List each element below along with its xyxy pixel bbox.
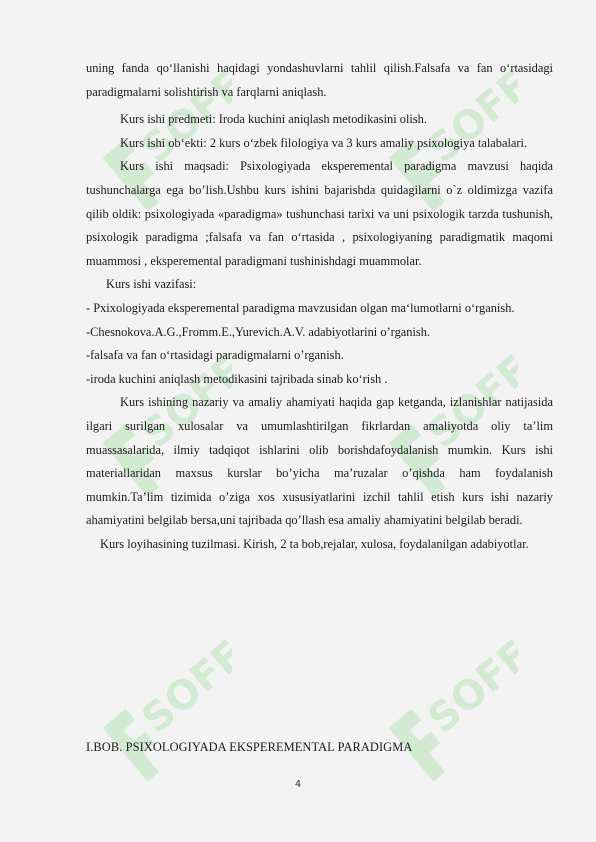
paragraph-structure: Kurs loyihasining tuzilmasi. Kirish, 2 ta bob,rejalar, xulosa, foydalanilgan adabiyotlar. bbox=[100, 536, 529, 551]
page-number: 4 bbox=[294, 779, 302, 790]
task-item: -iroda kuchini aniqlash metodikasini tajribada sinab ko‘rish . bbox=[86, 371, 388, 386]
watermark-logo bbox=[82, 630, 232, 800]
task-item: -falsafa va fan o‘rtasidagi paradigmalarni o’rganish. bbox=[86, 348, 344, 363]
watermark-text: SOFF bbox=[419, 61, 518, 173]
watermark-text: SOFF bbox=[419, 346, 518, 458]
paragraph-goal: Kurs ishi maqsadi: Psixologiyada eksperemental paradigma mavzusi haqida tushunchalarga ega bo’lish.Ushbu kurs ishini bajarishda quidagilarni o`z oldimizga vazifa qilib oldik: psixologiyada «paradigma» tushunchasi tarixi va uni psixologik tarzda tushunish, psixologik paradigma ;falsafa va fan o‘rtasida , psixologiyaning paradigmatik maqomi muammosi , eksperemental paradigmani tushinishdagi muammolar. bbox=[86, 159, 553, 268]
paragraph-tasks-title: Kurs ishi vazifasi: bbox=[106, 277, 197, 292]
paragraph-subject: Kurs ishi predmeti: Iroda kuchini aniqlash metodikasini olish. bbox=[120, 112, 427, 127]
task-item: - Pxixologiyada eksperemental paradigma mavzusidan olgan ma‘lumotlarni o‘rganish. bbox=[86, 300, 515, 315]
body-text bbox=[86, 57, 553, 556]
watermark-logo bbox=[368, 630, 518, 800]
paragraph-significance: Kurs ishining nazariy va amaliy ahamiyati haqida gap ketganda, izlanishlar natijasida ilgari surilgan xulosalar va umumlashtirilgan fikrlardan amaliyotda oliy ta’lim muassasalarida, ilmiy tadqiqot ishlarini olib borishdafoydalanish mumkin. Kurs ishi materiallaridan maxsus kurslar bo’yicha ma’ruzalar o’qishda ham foydalanish mumkin.Ta’lim tizimida o’ziga xos xususiyatlarini izchil tahlil etish kurs ishi nazariy ahamiyatini belgilab bersa,uni tajribada qo’llash esa amaliy ahamiyatini belgilab beradi. bbox=[86, 395, 553, 528]
task-item: -Chesnokova.A.G.,Fromm.E.,Yurevich.A.V. adabiyotlarini o’rganish. bbox=[86, 324, 431, 339]
watermark-text: SOFF bbox=[133, 61, 232, 173]
chapter-heading: I.BOB. PSIXOLOGIYADA EKSPEREMENTAL PARADIGMA bbox=[86, 740, 413, 754]
paragraph-intro: uning fanda qo‘llanishi haqidagi yondashuvlarni tahlil qilish.Falsafa va fan o‘rtasidagi paradigmalarni solishtirish va farqlarni aniqlash. bbox=[86, 61, 553, 99]
watermark-text: SOFF bbox=[419, 631, 518, 743]
watermark-text: SOFF bbox=[133, 631, 232, 743]
watermark-text: SOFF bbox=[133, 346, 232, 458]
paragraph-object: Kurs ishi ob‘ekti: 2 kurs o‘zbek filologiya va 3 kurs amaliy psixologiya talabalari. bbox=[120, 135, 528, 150]
